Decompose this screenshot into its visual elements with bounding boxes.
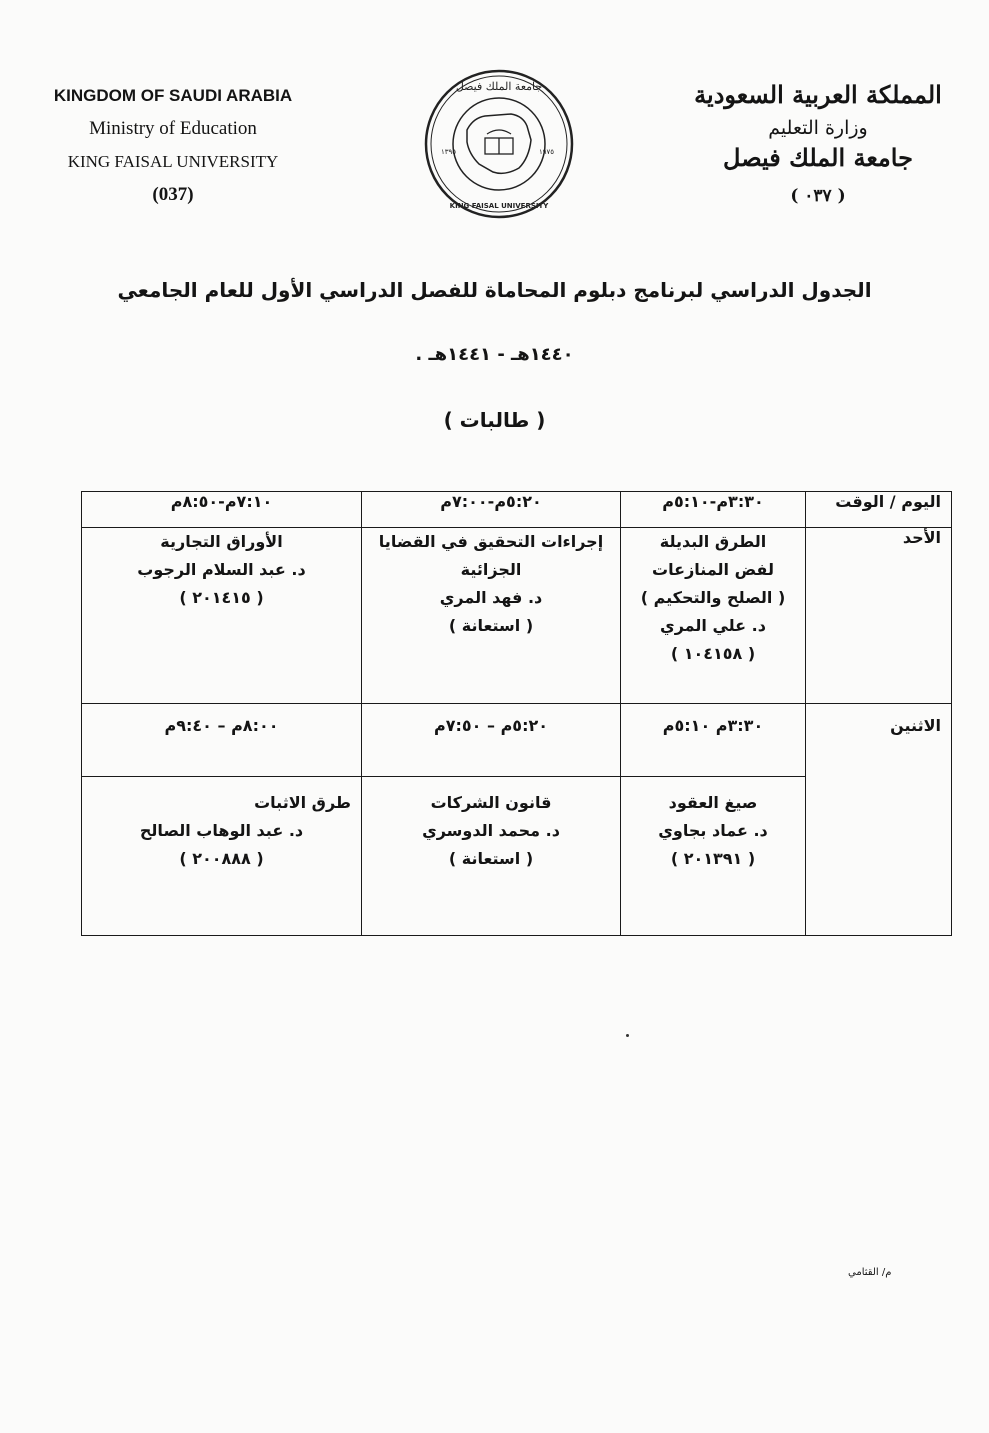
course-cell bbox=[621, 527, 806, 703]
instructor-name: د. فهد المري bbox=[439, 587, 543, 607]
course-name: إجراءات التحقيق في القضايا bbox=[378, 531, 604, 551]
instructor-id: ( استعانة ) bbox=[448, 849, 534, 869]
course-cell bbox=[362, 527, 621, 703]
time-slot: ٣:٣٠م ٥:١٠م bbox=[621, 703, 806, 776]
instructor-id: ( ٢٠٠٨٨٨ ) bbox=[179, 849, 264, 869]
course-cell bbox=[362, 777, 621, 936]
stray-mark bbox=[626, 1034, 629, 1037]
course-subtitle: ( الصلح والتحكيم ) bbox=[640, 587, 786, 607]
instructor-id: ( استعانة ) bbox=[448, 615, 534, 635]
time-slot: ٥:٢٠م – ٧:٥٠م bbox=[362, 703, 621, 776]
course-cell bbox=[82, 777, 362, 936]
day-cell bbox=[806, 527, 952, 703]
time-slot: ٧:١٠م-٨:٥٠م bbox=[82, 492, 362, 528]
course-name: طرق الاثبات bbox=[254, 793, 351, 813]
instructor-id: ( ٢٠١٤١٥ ) bbox=[179, 587, 264, 607]
schedule-table bbox=[81, 491, 952, 936]
instructor-name: د. محمد الدوسري bbox=[422, 821, 560, 841]
document-code-ar: ( ٠٣٧ ) bbox=[790, 186, 846, 206]
day-cell bbox=[806, 703, 952, 935]
course-name: لفض المنازعات bbox=[652, 559, 774, 579]
table-row bbox=[82, 492, 952, 528]
academic-year: ١٤٤٠هـ - ١٤٤١هـ . bbox=[415, 344, 574, 365]
document-code-en: (037) bbox=[152, 184, 194, 205]
country-name-en: KINGDOM OF SAUDI ARABIA bbox=[53, 86, 293, 105]
university-name-ar: جامعة الملك فيصل bbox=[723, 143, 913, 172]
course-name: صيغ العقود bbox=[668, 793, 758, 813]
letterhead-english bbox=[28, 86, 318, 206]
course-name: قانون الشركات bbox=[430, 793, 552, 813]
ministry-name-ar: وزارة التعليم bbox=[768, 117, 868, 139]
course-cell bbox=[82, 527, 362, 703]
table-row bbox=[82, 703, 952, 776]
footnote: م/ القثامي bbox=[848, 1267, 892, 1278]
day-time-header: اليوم / الوقت bbox=[806, 492, 952, 528]
day-label: الأحد bbox=[902, 527, 941, 547]
seal-arabic-text: جامعة الملك فيصل bbox=[455, 80, 543, 93]
table-row bbox=[82, 527, 952, 703]
course-name: الجزائية bbox=[460, 559, 522, 579]
ministry-name-en: Ministry of Education bbox=[89, 118, 257, 139]
instructor-name: د. عبد الوهاب الصالح bbox=[139, 821, 304, 841]
course-name: الأوراق التجارية bbox=[160, 531, 283, 551]
seal-year-left: ١٣٩٥ bbox=[441, 148, 457, 156]
university-name-en: KING FAISAL UNIVERSITY bbox=[67, 152, 279, 171]
seal-year-right: ١٩٧٥ bbox=[539, 148, 555, 156]
time-slot: ٥:٢٠م-٧:٠٠م bbox=[362, 492, 621, 528]
time-slot: ٣:٣٠م-٥:١٠م bbox=[621, 492, 806, 528]
letterhead-arabic bbox=[683, 80, 953, 206]
course-cell bbox=[621, 777, 806, 936]
student-group: ( طالبات ) bbox=[443, 408, 546, 432]
instructor-id: ( ٢٠١٣٩١ ) bbox=[670, 849, 756, 869]
course-name: الطرق البديلة bbox=[659, 531, 767, 551]
seal-english-text: KING FAISAL UNIVERSITY bbox=[449, 202, 549, 210]
instructor-id: ( ١٠٤١٥٨ ) bbox=[670, 643, 756, 663]
time-slot: ٨:٠٠م – ٩:٤٠م bbox=[82, 703, 362, 776]
country-name-ar: المملكة العربية السعودية bbox=[694, 80, 942, 109]
day-label: الاثنين bbox=[890, 715, 941, 735]
instructor-name: د. علي المري bbox=[660, 615, 766, 635]
instructor-name: د. عبد السلام الرجوب bbox=[137, 559, 306, 579]
university-seal-icon bbox=[423, 68, 575, 220]
instructor-name: د. عماد بجاوي bbox=[658, 821, 768, 841]
schedule-title: الجدول الدراسي لبرنامج دبلوم المحاماة للفصل الدراسي الأول للعام الجامعي bbox=[117, 278, 872, 302]
